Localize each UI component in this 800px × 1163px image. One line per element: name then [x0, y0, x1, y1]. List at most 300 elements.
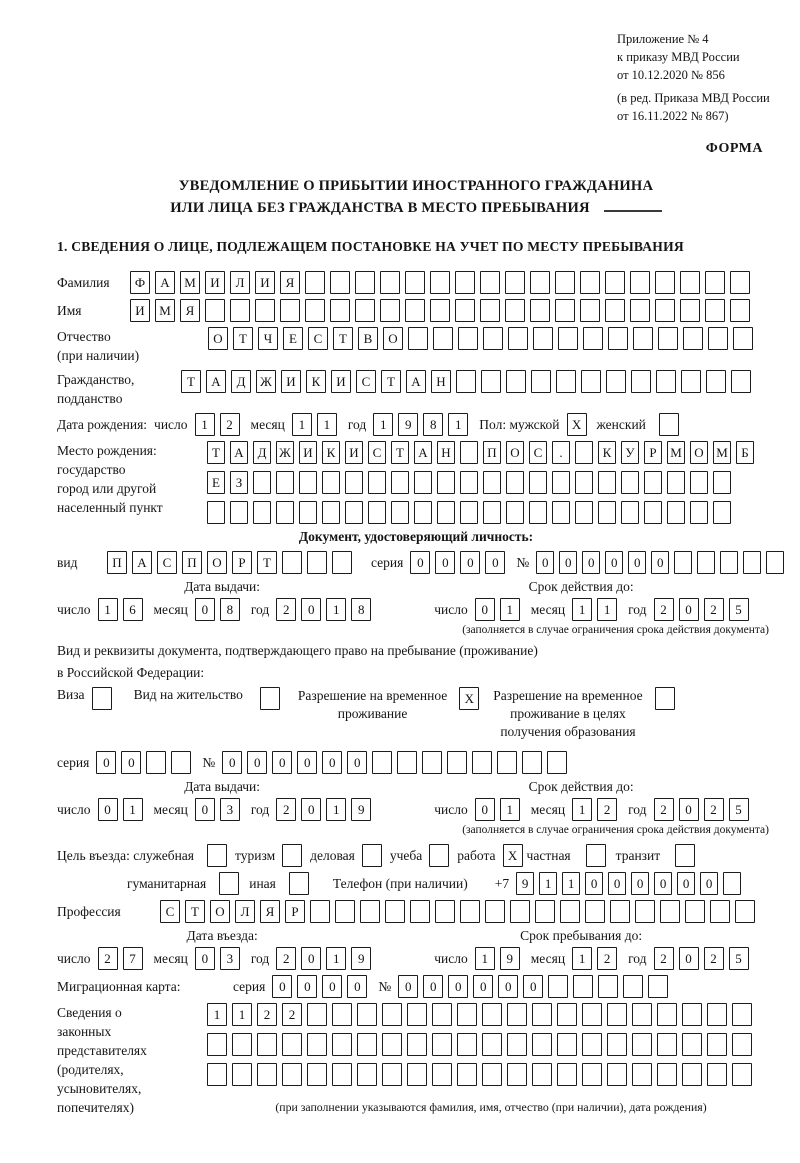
series-label: серия — [233, 978, 266, 994]
char-box-empty — [630, 271, 650, 294]
label-line: Разрешение на временное — [493, 688, 643, 703]
char-box-empty — [482, 1063, 502, 1086]
char-box-empty — [732, 1003, 752, 1026]
char-box: 1 — [597, 598, 617, 621]
char-box: Л — [230, 271, 250, 294]
form-title-line1: УВЕДОМЛЕНИЕ О ПРИБЫТИИ ИНОСТРАННОГО ГРАЖДАНИНА — [178, 178, 654, 194]
surname-label: Фамилия — [57, 274, 110, 290]
char-box-empty — [655, 299, 675, 322]
char-box: Т — [207, 441, 225, 464]
char-box-empty — [607, 1063, 627, 1086]
char-box: 0 — [297, 975, 317, 998]
char-box-empty — [430, 299, 450, 322]
form-title-line2-text: ИЛИ ЛИЦА БЕЗ ГРАЖДАНСТВА В МЕСТО ПРЕБЫВАНИЯ — [170, 200, 590, 216]
char-box-empty — [382, 1063, 402, 1086]
day-label: число — [434, 601, 468, 617]
series-label: серия — [371, 554, 404, 570]
label-line: проживание в целях — [510, 706, 626, 721]
label-line: город или другой — [57, 481, 157, 496]
char-box-empty — [422, 751, 442, 774]
char-box: 0 — [628, 551, 646, 574]
char-box-empty — [232, 1063, 252, 1086]
char-box-empty — [708, 327, 728, 350]
char-box: 1 — [326, 798, 346, 821]
char-box: 2 — [654, 598, 674, 621]
residence-doc-text1: Вид и реквизиты документа, подтверждающего право на пребывание (проживание) — [57, 643, 538, 658]
permit-series-boxes — [96, 751, 196, 774]
row-patronymic — [57, 327, 775, 365]
temp-residence-education-label — [493, 687, 642, 741]
char-box: 1 — [562, 872, 580, 895]
permit-dates-head — [57, 779, 775, 795]
char-box-empty — [480, 299, 500, 322]
temp-residence-education-checkbox — [655, 687, 675, 710]
char-box: П — [483, 441, 501, 464]
char-box-empty — [530, 299, 550, 322]
residence-doc-text2: в Российской Федерации: — [57, 665, 205, 680]
label-line: подданство — [57, 391, 123, 406]
char-box-empty — [532, 1063, 552, 1086]
day-label: число — [57, 950, 91, 966]
char-box-empty — [480, 271, 500, 294]
label-line: населенный пункт — [57, 500, 163, 515]
char-box-empty — [405, 299, 425, 322]
purpose-transit-checkbox — [675, 844, 695, 867]
char-box: 9 — [516, 872, 534, 895]
appendix-line: от 10.12.2020 № 856 — [617, 68, 725, 82]
char-box-empty — [507, 1063, 527, 1086]
char-box-empty — [532, 1003, 552, 1026]
gender-female-label: женский — [596, 416, 646, 432]
number-label: № — [202, 754, 216, 770]
char-box-empty — [360, 900, 380, 923]
char-box-empty — [581, 370, 601, 393]
representatives-row3-boxes — [207, 1063, 757, 1086]
char-box: 0 — [98, 798, 118, 821]
char-box-empty — [307, 551, 327, 574]
char-box: 1 — [475, 947, 495, 970]
char-box-empty — [397, 751, 417, 774]
group-birthplace-row — [207, 501, 765, 524]
char-box: Я — [280, 271, 300, 294]
char-box-empty — [547, 751, 567, 774]
char-box: 9 — [398, 413, 418, 436]
group-birthplace-row — [207, 441, 765, 464]
char-box: 9 — [500, 947, 520, 970]
phone-prefix: +7 — [494, 875, 510, 891]
entry-month-boxes — [195, 947, 245, 970]
char-box: И — [130, 299, 150, 322]
permit-expiry-year-boxes — [654, 798, 754, 821]
row-doc-type — [57, 551, 775, 574]
legal-representatives-label — [57, 1003, 207, 1117]
char-box: 0 — [523, 975, 543, 998]
char-box-empty — [307, 1003, 327, 1026]
row-profession — [57, 900, 775, 923]
char-box-empty — [707, 1003, 727, 1026]
char-box-empty — [732, 1033, 752, 1056]
char-box-empty — [598, 975, 618, 998]
char-box-empty — [522, 751, 542, 774]
char-box-empty — [657, 1063, 677, 1086]
entry-dates-head — [57, 928, 775, 944]
char-box-empty — [432, 1003, 452, 1026]
char-box: К — [306, 370, 326, 393]
profession-label: Профессия — [57, 903, 121, 919]
char-box-empty — [707, 1033, 727, 1056]
birthplace-label — [57, 441, 207, 517]
row-entry-dates — [57, 947, 775, 970]
char-box-empty — [460, 900, 480, 923]
char-box: Е — [207, 471, 225, 494]
char-box: 0 — [582, 551, 600, 574]
doc-type-boxes — [107, 551, 357, 574]
char-box: Р — [285, 900, 305, 923]
char-box-empty — [460, 441, 478, 464]
char-box: О — [383, 327, 403, 350]
char-box-empty — [743, 551, 761, 574]
char-box-empty — [713, 471, 731, 494]
passport-number-boxes — [536, 551, 789, 574]
char-box: 0 — [679, 798, 699, 821]
char-box-empty — [430, 271, 450, 294]
char-box: 0 — [301, 598, 321, 621]
char-box: 3 — [220, 798, 240, 821]
permit-expiry-month-boxes — [572, 798, 622, 821]
char-box-empty — [253, 471, 271, 494]
visa-label: Виза — [57, 687, 85, 702]
char-box: С — [356, 370, 376, 393]
char-box: 0 — [322, 751, 342, 774]
year-label: год — [250, 801, 270, 817]
row-residence-doc-types — [57, 687, 775, 741]
char-box: С — [529, 441, 547, 464]
char-box: К — [598, 441, 616, 464]
month-label: месяц — [153, 801, 188, 817]
appendix-line: (в ред. Приказа МВД России — [617, 91, 770, 105]
char-box-empty — [580, 299, 600, 322]
char-box: 3 — [220, 947, 240, 970]
char-box-empty — [483, 471, 501, 494]
label-line: Отчество — [57, 329, 111, 344]
doc-type-label: вид — [57, 554, 78, 570]
char-box-empty — [720, 551, 738, 574]
char-box: 0 — [121, 751, 141, 774]
char-box-empty — [355, 299, 375, 322]
char-box: З — [230, 471, 248, 494]
birth-day-boxes — [195, 413, 245, 436]
char-box: 2 — [704, 947, 724, 970]
char-box: М — [667, 441, 685, 464]
char-box-empty — [407, 1063, 427, 1086]
month-label: месяц — [153, 601, 188, 617]
char-box-empty — [507, 1033, 527, 1056]
char-box-empty — [529, 471, 547, 494]
char-box-empty — [505, 271, 525, 294]
char-box-empty — [432, 1063, 452, 1086]
char-box: 0 — [410, 551, 430, 574]
char-box-empty — [460, 501, 478, 524]
char-box-empty — [607, 1033, 627, 1056]
char-box: 0 — [423, 975, 443, 998]
char-box: 0 — [247, 751, 267, 774]
char-box-empty — [632, 1063, 652, 1086]
char-box: 0 — [631, 872, 649, 895]
char-box: Б — [736, 441, 754, 464]
char-box-empty — [506, 501, 524, 524]
temp-residence-checkbox: X — [459, 687, 479, 710]
char-box-empty — [632, 1003, 652, 1026]
migration-card-label: Миграционная карта: — [57, 978, 181, 994]
char-box-empty — [253, 501, 271, 524]
label-line: Разрешение на временное — [297, 688, 448, 703]
blank-underline — [604, 198, 662, 212]
char-box-empty — [656, 370, 676, 393]
char-box: 1 — [195, 413, 215, 436]
char-box: А — [155, 271, 175, 294]
char-box: Е — [283, 327, 303, 350]
char-box-empty — [573, 975, 593, 998]
year-label: год — [628, 801, 647, 817]
char-box-empty — [575, 441, 593, 464]
char-box-empty — [357, 1033, 377, 1056]
char-box: 1 — [98, 598, 118, 621]
char-box-empty — [355, 271, 375, 294]
char-box-empty — [558, 327, 578, 350]
char-box-empty — [483, 501, 501, 524]
firstname-label: Имя — [57, 302, 82, 318]
label-line: (при наличии) — [57, 348, 140, 363]
passport-expiry-month-boxes — [572, 598, 622, 621]
char-box: 2 — [654, 947, 674, 970]
label-line: Гражданство, — [57, 372, 135, 387]
char-box: С — [368, 441, 386, 464]
char-box-empty — [414, 501, 432, 524]
char-box-empty — [310, 900, 330, 923]
char-box: 0 — [605, 551, 623, 574]
char-box-empty — [456, 370, 476, 393]
char-box-empty — [407, 1003, 427, 1026]
char-box: 0 — [96, 751, 116, 774]
purpose-business-label: деловая — [310, 847, 355, 863]
purpose-tourism-label: туризм — [235, 847, 276, 863]
char-box: 1 — [232, 1003, 252, 1026]
birthplace-row2-boxes — [207, 471, 736, 494]
char-box-empty — [207, 1063, 227, 1086]
char-box-empty — [299, 471, 317, 494]
char-box: 0 — [485, 551, 505, 574]
month-label: месяц — [530, 601, 566, 617]
year-label: год — [250, 601, 270, 617]
char-box-empty — [433, 327, 453, 350]
char-box: 0 — [195, 598, 215, 621]
purpose-private-label: частная — [526, 847, 571, 863]
char-box: 2 — [597, 798, 617, 821]
stay-until-month-boxes — [572, 947, 622, 970]
char-box-empty — [766, 551, 784, 574]
char-box: 0 — [473, 975, 493, 998]
appendix-amendment — [617, 89, 775, 125]
permit-dates-head-right: Срок действия до: — [528, 779, 634, 794]
char-box-empty — [382, 1033, 402, 1056]
char-box-empty — [345, 471, 363, 494]
char-box-empty — [391, 501, 409, 524]
char-box: 2 — [597, 947, 617, 970]
char-box-empty — [414, 471, 432, 494]
representatives-row2-boxes — [207, 1033, 757, 1056]
char-box-empty — [435, 900, 455, 923]
passport-issue-month-boxes — [195, 598, 245, 621]
char-box: Т — [381, 370, 401, 393]
char-box-empty — [552, 501, 570, 524]
char-box-empty — [408, 327, 428, 350]
char-box-empty — [472, 751, 492, 774]
number-label: № — [516, 554, 530, 570]
char-box: 9 — [351, 798, 371, 821]
char-box: 0 — [585, 872, 603, 895]
day-label: число — [434, 950, 468, 966]
char-box: 1 — [539, 872, 557, 895]
char-box-empty — [460, 471, 478, 494]
char-box-empty — [657, 1033, 677, 1056]
char-box: И — [281, 370, 301, 393]
firstname-boxes — [130, 299, 755, 322]
label-line: государство — [57, 462, 126, 477]
char-box-empty — [483, 327, 503, 350]
migration-card-number-boxes — [398, 975, 673, 998]
char-box-empty — [533, 327, 553, 350]
char-box-empty — [230, 501, 248, 524]
patronymic-boxes — [208, 327, 758, 350]
month-label: месяц — [250, 416, 285, 432]
row-permit-series — [57, 751, 775, 774]
char-box: 5 — [729, 798, 749, 821]
char-box-empty — [605, 271, 625, 294]
char-box: 0 — [679, 947, 699, 970]
entry-dates-head-left: Дата въезда: — [186, 928, 258, 943]
char-box: Ж — [276, 441, 294, 464]
char-box: 8 — [351, 598, 371, 621]
char-box-empty — [556, 370, 576, 393]
passport-dates-head-left: Дата выдачи: — [184, 579, 261, 594]
month-label: месяц — [153, 950, 188, 966]
profession-boxes — [160, 900, 760, 923]
char-box-empty — [457, 1063, 477, 1086]
char-box-empty — [482, 1003, 502, 1026]
month-label: месяц — [530, 950, 566, 966]
char-box: 1 — [572, 947, 592, 970]
row-surname — [57, 271, 775, 294]
char-box-empty — [705, 271, 725, 294]
birthplace-row3-boxes — [207, 501, 736, 524]
char-box-empty — [506, 370, 526, 393]
char-box-empty — [276, 471, 294, 494]
char-box-empty — [322, 501, 340, 524]
char-box: 1 — [207, 1003, 227, 1026]
passport-expiry-day-boxes — [475, 598, 525, 621]
label-line: представителях — [57, 1043, 147, 1058]
char-box: У — [621, 441, 639, 464]
char-box: 6 — [123, 598, 143, 621]
purpose-work-checkbox: X — [503, 844, 523, 867]
char-box: 0 — [475, 798, 495, 821]
char-box-empty — [307, 1033, 327, 1056]
char-box-empty — [635, 900, 655, 923]
identity-doc-heading: Документ, удостоверяющий личность: — [298, 529, 534, 544]
permit-validity-note: (заполняется в случае ограничения срока действия документа) — [462, 824, 769, 836]
char-box: Р — [644, 441, 662, 464]
char-box-empty — [357, 1003, 377, 1026]
char-box: П — [107, 551, 127, 574]
char-box-empty — [437, 471, 455, 494]
char-box-empty — [447, 751, 467, 774]
char-box: 0 — [272, 751, 292, 774]
group-birthplace-rows — [207, 441, 765, 524]
char-box: 0 — [272, 975, 292, 998]
char-box-empty — [482, 1033, 502, 1056]
char-box: А — [230, 441, 248, 464]
char-box: . — [552, 441, 570, 464]
char-box-empty — [682, 1003, 702, 1026]
entry-day-boxes — [98, 947, 148, 970]
char-box: 1 — [572, 798, 592, 821]
char-box: 1 — [123, 798, 143, 821]
char-box: 0 — [195, 798, 215, 821]
char-box-empty — [330, 271, 350, 294]
char-box: О — [207, 551, 227, 574]
char-box: 0 — [700, 872, 718, 895]
permit-dates-head-left: Дата выдачи: — [184, 779, 261, 794]
char-box: 1 — [500, 798, 520, 821]
char-box-empty — [485, 900, 505, 923]
female-checkbox — [659, 413, 679, 436]
char-box: 9 — [351, 947, 371, 970]
char-box-empty — [548, 975, 568, 998]
char-box-empty — [257, 1063, 277, 1086]
char-box: 8 — [423, 413, 443, 436]
char-box: И — [205, 271, 225, 294]
char-box-empty — [276, 501, 294, 524]
birthplace-row1-boxes — [207, 441, 759, 464]
char-box: Т — [185, 900, 205, 923]
char-box: В — [358, 327, 378, 350]
group-legal-representatives-row — [207, 1003, 763, 1026]
purpose-business-checkbox — [362, 844, 382, 867]
char-box: 2 — [276, 598, 296, 621]
char-box-empty — [655, 271, 675, 294]
year-label: год — [347, 416, 367, 432]
citizenship-label — [57, 370, 181, 408]
char-box-empty — [506, 471, 524, 494]
char-box-empty — [457, 1033, 477, 1056]
group-birthplace — [57, 441, 775, 524]
char-box: 2 — [282, 1003, 302, 1026]
purpose-private-checkbox — [586, 844, 606, 867]
char-box-empty — [385, 900, 405, 923]
char-box-empty — [307, 1063, 327, 1086]
phone-boxes — [516, 872, 746, 895]
permit-expiry-day-boxes — [475, 798, 525, 821]
char-box: И — [255, 271, 275, 294]
char-box-empty — [532, 1033, 552, 1056]
male-checkbox: X — [567, 413, 587, 436]
purpose-official-label: Цель въезда: служебная — [57, 847, 194, 863]
group-birthplace-row — [207, 471, 765, 494]
char-box: 0 — [475, 598, 495, 621]
entry-year-boxes — [276, 947, 376, 970]
char-box-empty — [207, 1033, 227, 1056]
char-box-empty — [368, 471, 386, 494]
